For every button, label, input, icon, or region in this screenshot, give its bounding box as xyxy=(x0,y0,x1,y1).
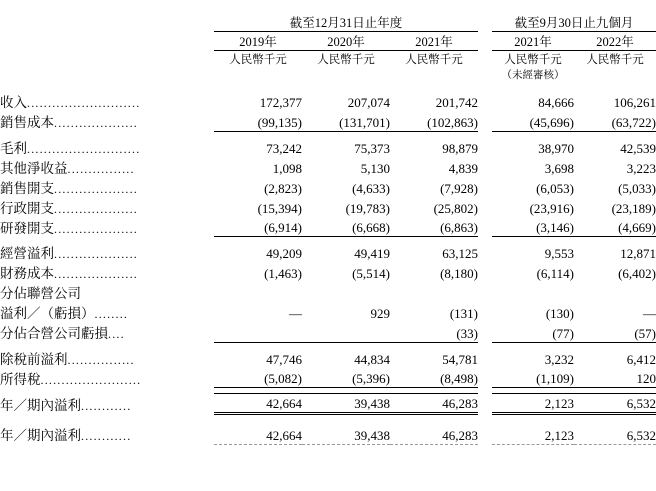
column-group-header-row xyxy=(0,13,656,32)
row-label xyxy=(0,111,214,131)
row-value xyxy=(574,282,656,302)
row-value: (33) xyxy=(456,325,478,341)
row-label xyxy=(0,368,214,388)
empty-corner-cell-3 xyxy=(0,51,214,68)
row-value: (2,823) xyxy=(264,180,302,196)
row-value: 6,412 xyxy=(626,351,656,367)
row-value: (6,053) xyxy=(536,180,574,196)
row-value: 2,123 xyxy=(492,424,574,444)
financial-row-group xyxy=(0,91,656,444)
unaudited-note-blank xyxy=(574,67,656,82)
column-gap xyxy=(478,368,492,388)
row-value: 49,419 xyxy=(354,246,390,261)
unit-2021-nine: 人民幣千元 xyxy=(504,54,562,66)
row-label-text: 行政開支 xyxy=(0,200,54,216)
row-value: 46,283 xyxy=(390,394,478,414)
group-header-nine-months: 截至9月30日止九個月 xyxy=(492,13,656,32)
table-row xyxy=(0,91,656,111)
column-gap xyxy=(478,177,492,197)
row-value: (23,189) xyxy=(611,200,656,216)
leader-dots: .... xyxy=(108,327,125,341)
row-value: (6,863) xyxy=(440,220,478,235)
row-value: 929 xyxy=(370,306,390,321)
row-value: (45,696) xyxy=(529,114,574,130)
row-label-text: 收入 xyxy=(0,95,27,110)
group-gap-3 xyxy=(478,51,492,68)
row-value: (4,633) xyxy=(352,180,390,196)
row-value: 84,666 xyxy=(538,95,574,110)
row-value: — xyxy=(643,306,656,321)
row-label xyxy=(0,242,214,262)
leader-dots: .................... xyxy=(54,247,138,261)
leader-dots: ................ xyxy=(67,161,135,176)
table-row xyxy=(0,217,656,237)
header-body-spacer xyxy=(0,82,656,91)
row-label xyxy=(0,348,214,368)
row-value: 47,746 xyxy=(266,351,302,367)
column-gap xyxy=(478,322,492,342)
row-value: 106,261 xyxy=(613,95,656,110)
row-value: (3,146) xyxy=(536,220,574,235)
leader-dots: ........................... xyxy=(27,96,141,110)
row-value: 3,698 xyxy=(544,160,574,176)
row-label-text: 分佔聯營公司 xyxy=(0,286,81,301)
table-row xyxy=(0,348,656,368)
spacer-cell xyxy=(0,414,656,425)
row-value: 207,074 xyxy=(347,95,390,110)
row-value: 63,125 xyxy=(442,246,478,261)
column-gap xyxy=(478,242,492,262)
year-header-2020: 2020年 xyxy=(302,32,390,51)
row-label xyxy=(0,424,214,444)
row-value: (6,114) xyxy=(536,266,574,281)
row-label-text: 年／期內溢利 xyxy=(0,397,81,413)
row-value: (8,498) xyxy=(440,371,478,386)
unaudited-note-row xyxy=(0,67,656,82)
column-gap xyxy=(478,262,492,282)
row-value: 49,209 xyxy=(266,246,302,261)
year-header-row xyxy=(0,32,656,51)
row-value: — xyxy=(289,306,302,321)
row-value: 5,130 xyxy=(360,160,390,176)
row-label xyxy=(0,262,214,282)
row-label-text: 毛利 xyxy=(0,140,27,156)
row-value: 42,539 xyxy=(620,140,656,156)
row-value: (8,180) xyxy=(440,266,478,281)
column-gap xyxy=(478,157,492,177)
row-value: (5,082) xyxy=(264,371,302,386)
row-label-text: 銷售成本 xyxy=(0,115,54,130)
table-row xyxy=(0,177,656,197)
leader-dots: .................... xyxy=(54,181,138,196)
year-header-2022-nine: 2022年 xyxy=(574,32,656,51)
row-value: 9,553 xyxy=(544,246,574,261)
leader-dots: ............ xyxy=(81,398,132,413)
row-value: 44,834 xyxy=(354,351,390,367)
row-value: 75,373 xyxy=(354,140,390,156)
leader-dots: ........ xyxy=(94,307,129,321)
year-header-2019: 2019年 xyxy=(214,32,302,51)
column-gap xyxy=(478,137,492,157)
row-value: 172,377 xyxy=(259,95,302,110)
row-label xyxy=(0,91,214,111)
row-label-text: 銷售開支 xyxy=(0,180,54,196)
row-value xyxy=(492,282,574,302)
row-value: (15,394) xyxy=(257,200,302,216)
row-label xyxy=(0,157,214,177)
row-value: (131) xyxy=(449,306,478,321)
row-label-text: 年／期內溢利 xyxy=(0,428,81,443)
row-value: 4,839 xyxy=(448,160,478,176)
row-value: (5,514) xyxy=(352,266,390,281)
row-value: (23,916) xyxy=(529,200,574,216)
unit-header-row xyxy=(0,51,656,68)
column-gap xyxy=(478,217,492,237)
row-label-text: 分佔合營公司虧損 xyxy=(0,326,108,341)
row-value: 54,781 xyxy=(442,351,478,367)
column-gap xyxy=(478,91,492,111)
table-row xyxy=(0,368,656,388)
row-label-text: 所得稅 xyxy=(0,371,41,387)
row-label xyxy=(0,394,214,414)
post-total-spacer xyxy=(0,414,656,425)
leader-dots: .................... xyxy=(54,267,138,281)
row-value: 39,438 xyxy=(302,394,390,414)
table-row xyxy=(0,322,656,342)
row-value: 73,242 xyxy=(266,140,302,156)
row-value: (4,669) xyxy=(618,220,656,235)
table-row xyxy=(0,137,656,157)
row-label xyxy=(0,177,214,197)
unit-2021: 人民幣千元 xyxy=(405,54,463,66)
leader-dots: ........................... xyxy=(27,141,141,156)
row-value: 6,532 xyxy=(574,424,656,444)
row-label xyxy=(0,197,214,217)
row-value: (6,914) xyxy=(264,220,302,235)
leader-dots: ............ xyxy=(81,429,132,443)
unaudited-note-spacer xyxy=(0,67,492,82)
row-value: 6,532 xyxy=(574,394,656,414)
row-value: (5,396) xyxy=(352,371,390,386)
leader-dots: .................... xyxy=(54,116,138,130)
row-value: 38,970 xyxy=(538,140,574,156)
row-value: (6,402) xyxy=(618,266,656,281)
top-spacer-row xyxy=(0,0,656,13)
row-value: (131,701) xyxy=(339,114,390,130)
unit-2022-nine: 人民幣千元 xyxy=(586,54,644,66)
row-value: (19,783) xyxy=(345,200,390,216)
column-gap xyxy=(478,197,492,217)
group-header-annual: 截至12月31日止年度 xyxy=(214,13,478,32)
row-value: 46,283 xyxy=(390,424,478,444)
table-row xyxy=(0,157,656,177)
row-label xyxy=(0,217,214,237)
row-label-text: 除稅前溢利 xyxy=(0,351,68,367)
row-label-text: 經營溢利 xyxy=(0,246,54,261)
row-label xyxy=(0,137,214,157)
row-value: (1,463) xyxy=(264,266,302,281)
row-value: (5,033) xyxy=(618,180,656,196)
unaudited-note: （未經審核） xyxy=(501,70,565,81)
leader-dots: ................ xyxy=(67,352,135,367)
row-label-text: 研發開支 xyxy=(0,220,54,236)
table-row xyxy=(0,262,656,282)
row-value: (25,802) xyxy=(433,200,478,216)
row-value: (102,863) xyxy=(427,114,478,130)
row-label-text: 其他淨收益 xyxy=(0,160,68,176)
row-value: (1,109) xyxy=(536,371,574,386)
row-value: 39,438 xyxy=(302,424,390,444)
row-value: 1,098 xyxy=(272,160,302,176)
row-value: 12,871 xyxy=(620,246,656,261)
row-label-text: 財務成本 xyxy=(0,266,54,281)
row-value: 3,223 xyxy=(626,160,656,176)
column-gap xyxy=(478,302,492,322)
unit-2019: 人民幣千元 xyxy=(229,54,287,66)
column-gap xyxy=(478,424,492,444)
column-gap xyxy=(478,111,492,131)
column-gap xyxy=(478,348,492,368)
table-row xyxy=(0,197,656,217)
row-value xyxy=(390,282,478,302)
row-value: (7,928) xyxy=(440,180,478,196)
row-value xyxy=(214,322,302,342)
row-value: 201,742 xyxy=(435,95,478,110)
group-gap xyxy=(478,13,492,32)
row-value xyxy=(302,322,390,342)
table-row xyxy=(0,394,656,414)
row-value: (63,722) xyxy=(611,114,656,130)
row-value: (77) xyxy=(552,325,574,341)
empty-corner-cell-2 xyxy=(0,32,214,51)
leader-dots: ........................ xyxy=(40,372,142,387)
column-gap xyxy=(478,394,492,414)
group-gap-2 xyxy=(478,32,492,51)
year-header-2021: 2021年 xyxy=(390,32,478,51)
unit-2020: 人民幣千元 xyxy=(317,54,375,66)
year-header-2021-nine: 2021年 xyxy=(492,32,574,51)
row-value: 3,232 xyxy=(544,351,574,367)
row-value xyxy=(302,282,390,302)
row-value: 42,664 xyxy=(214,394,302,414)
row-value: 2,123 xyxy=(492,394,574,414)
row-value: 120 xyxy=(636,371,656,386)
row-value xyxy=(214,282,302,302)
leader-dots: .................... xyxy=(54,201,138,216)
table-row xyxy=(0,242,656,262)
row-label xyxy=(0,322,214,342)
row-label-text: 溢利／（虧損） xyxy=(0,306,95,321)
row-label xyxy=(0,282,214,302)
row-value: (99,135) xyxy=(257,114,302,130)
empty-corner-cell xyxy=(0,13,214,32)
column-gap xyxy=(478,282,492,302)
leader-dots: .................... xyxy=(54,221,138,236)
table-row xyxy=(0,302,656,322)
table-row xyxy=(0,111,656,131)
row-value: 98,879 xyxy=(442,140,478,156)
row-value: (130) xyxy=(545,306,574,321)
row-label xyxy=(0,302,214,322)
row-value: 42,664 xyxy=(214,424,302,444)
row-value: (57) xyxy=(634,325,656,341)
table-row xyxy=(0,282,656,302)
table-row xyxy=(0,424,656,444)
row-value: (6,668) xyxy=(352,220,390,235)
